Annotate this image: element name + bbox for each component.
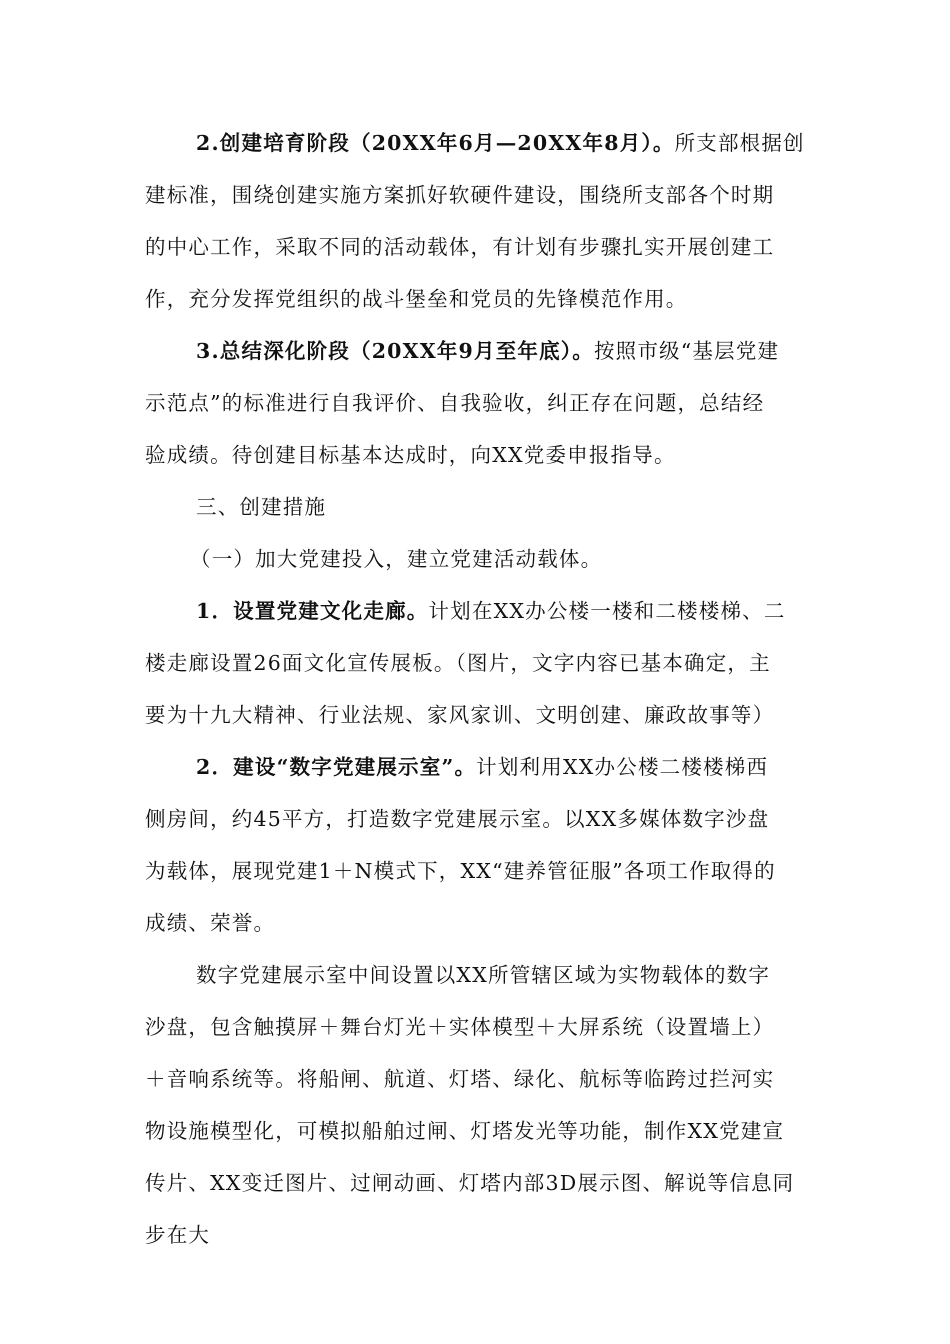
section-heading: 三、创建措施 [196, 495, 327, 519]
document-page [145, 128, 805, 1272]
paragraph-line [145, 128, 805, 180]
paragraph-line: 示范点”的标准进行自我评价、自我验收，纠正存在问题，总结经 [145, 391, 765, 415]
paragraph-line [145, 336, 805, 388]
paragraph-line: 沙盘，包含触摸屏＋舞台灯光＋实体模型＋大屏系统（设置墙上） [145, 1015, 775, 1039]
paragraph-text: 所支部根据创 [674, 131, 805, 155]
paragraph-heading: 2．建设“数字党建展示室”。 [196, 755, 477, 779]
paragraph-line: ＋音响系统等。将船闸、航道、灯塔、绿化、航标等临跨过拦河实 [145, 1067, 775, 1091]
paragraph-line: 要为十九大精神、行业法规、家风家训、文明创建、廉政故事等） [145, 703, 775, 727]
paragraph-text: 按照市级“基层党建 [593, 339, 780, 363]
paragraph-heading: 2.创建培育阶段（20XX年6月—20XX年8月）。 [196, 131, 675, 155]
paragraph-line: 步在大 [145, 1223, 211, 1247]
subsection-heading: （一）加大党建投入，建立党建活动载体。 [190, 547, 603, 571]
paragraph-line: 传片、XX变迁图片、过闸动画、灯塔内部3D展示图、解说等信息同 [145, 1171, 795, 1195]
paragraph-line: 物设施模型化，可模拟船舶过闸、灯塔发光等功能，制作XX党建宣 [145, 1119, 785, 1143]
paragraph-line [145, 752, 805, 804]
paragraph-text: 计划利用XX办公楼二楼楼梯西 [476, 755, 769, 779]
paragraph-heading: 1．设置党建文化走廊。 [196, 599, 429, 623]
paragraph-line: 作，充分发挥党组织的战斗堡垒和党员的先锋模范作用。 [145, 287, 688, 311]
paragraph-line: 建标准，围绕创建实施方案抓好软硬件建设，围绕所支部各个时期 [145, 183, 775, 207]
paragraph-line [145, 596, 805, 648]
paragraph-line: 为载体，展现党建1＋N模式下，XX“建养管征服”各项工作取得的 [145, 859, 776, 883]
paragraph-heading: 3.总结深化阶段（20XX年9月至年底）。 [196, 339, 594, 363]
paragraph-line: 成绩、荣誉。 [145, 911, 276, 935]
paragraph-line: 楼走廊设置26面文化宣传展板。（图片，文字内容已基本确定，主 [145, 651, 771, 675]
paragraph-line: 验成绩。待创建目标基本达成时，向XX党委申报指导。 [145, 443, 676, 467]
paragraph-line: 数字党建展示室中间设置以XX所管辖区域为实物载体的数字 [196, 963, 771, 987]
paragraph-line: 侧房间，约45平方，打造数字党建展示室。以XX多媒体数字沙盘 [145, 807, 770, 831]
paragraph-text: 计划在XX办公楼一楼和二楼楼梯、二 [428, 599, 786, 623]
paragraph-line: 的中心工作，采取不同的活动载体，有计划有步骤扎实开展创建工 [145, 235, 775, 259]
